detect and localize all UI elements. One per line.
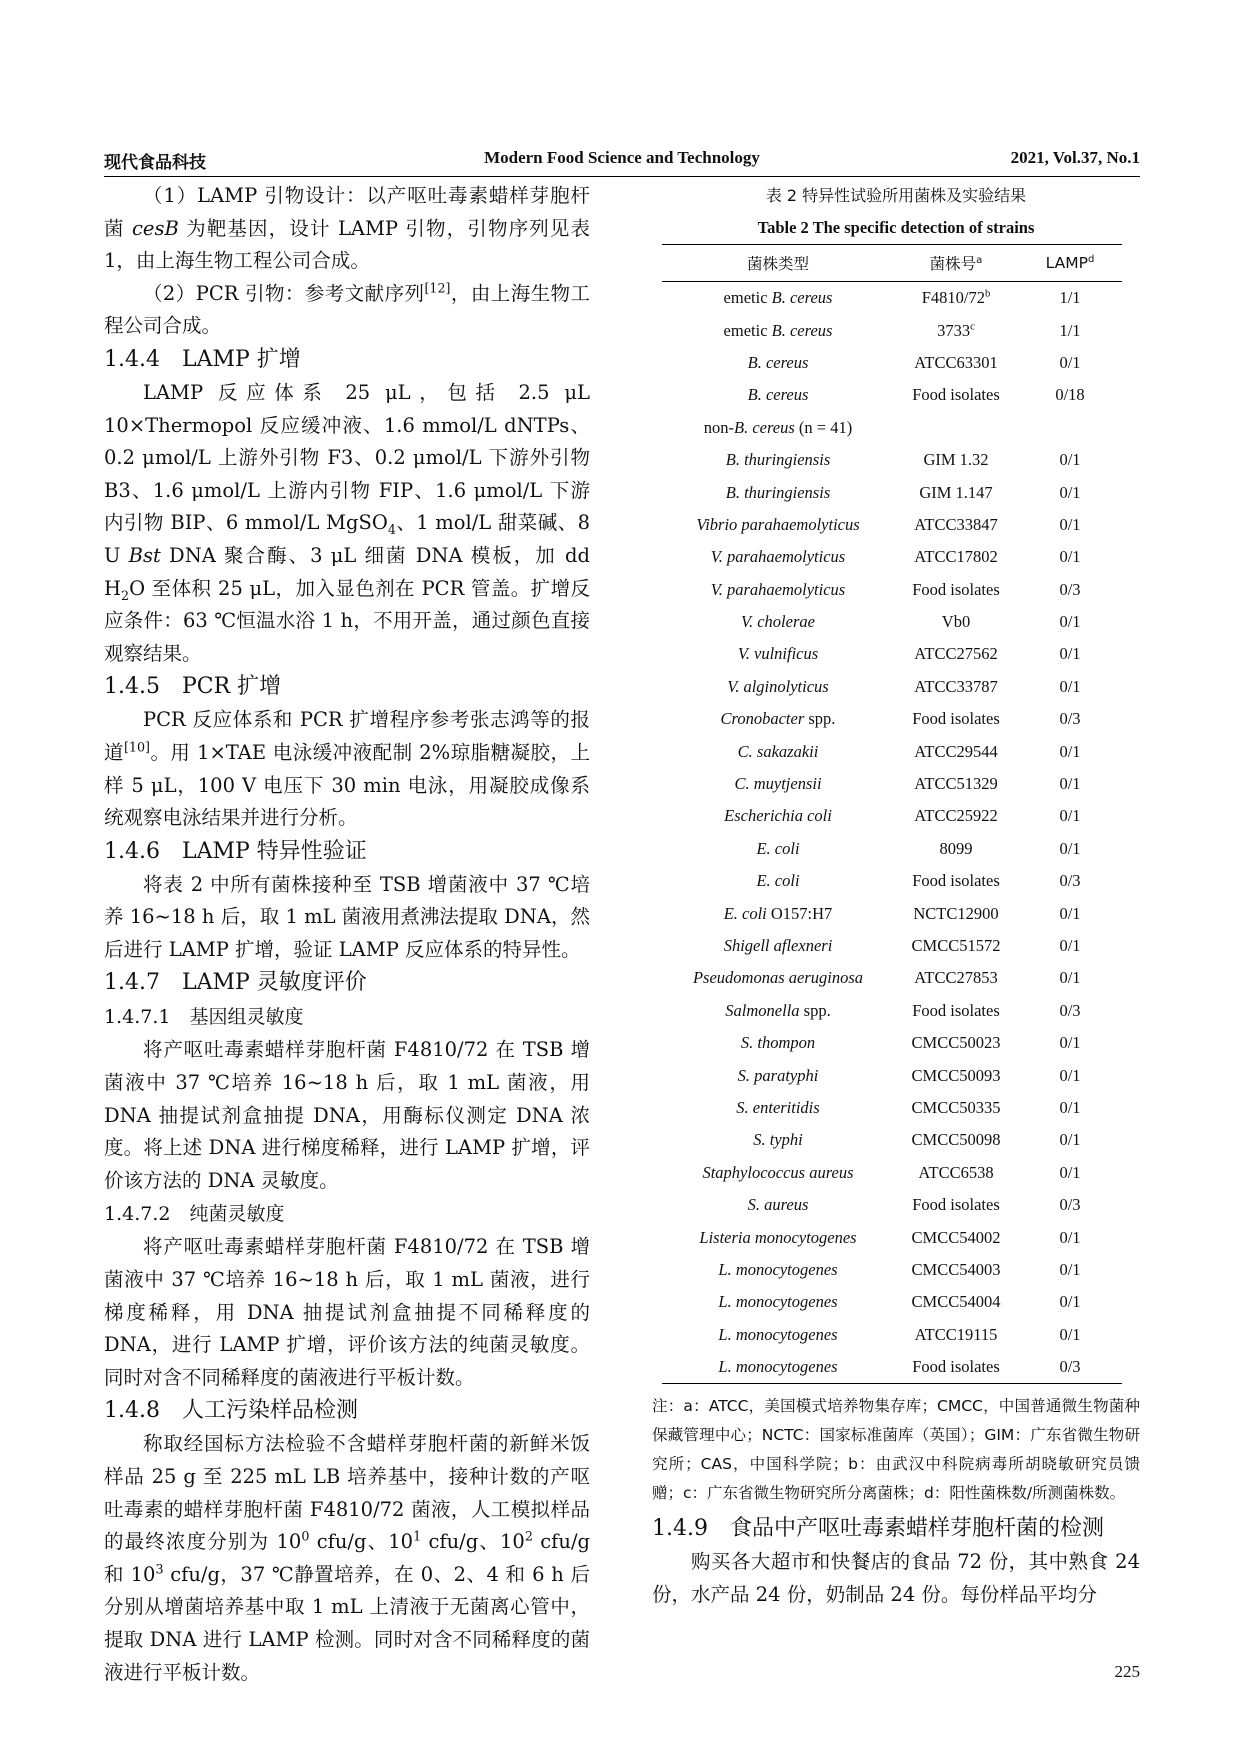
cell-lamp-result: 0/1 <box>1059 1033 1081 1053</box>
cell-strain-type: Staphylococcus aureus <box>702 1162 854 1182</box>
cell-strain-type: V. cholerae <box>741 612 815 632</box>
cell-strain-id: NCTC12900 <box>913 903 999 923</box>
cell-strain-id: CMCC50098 <box>911 1130 1001 1150</box>
cell-strain-type: emetic B. cereus <box>723 320 833 340</box>
strain-table <box>662 244 1122 1384</box>
table-row <box>662 638 1122 670</box>
cell-lamp-result: 0/1 <box>1059 1227 1081 1247</box>
cell-lamp-result: 0/3 <box>1059 871 1081 891</box>
cell-strain-type: E. coli <box>756 871 800 891</box>
cell-strain-type: S. paratyphi <box>737 1065 819 1085</box>
cell-lamp-result: 0/1 <box>1059 450 1081 470</box>
cell-strain-type: B. cereus <box>747 352 809 372</box>
table-row <box>662 897 1122 929</box>
cell-strain-id: ATCC51329 <box>914 774 998 794</box>
cell-strain-id: Food isolates <box>912 385 1000 405</box>
cell-lamp-result: 0/1 <box>1059 1259 1081 1279</box>
cell-strain-id: Vb0 <box>941 612 971 632</box>
header-rule <box>104 176 1140 177</box>
table-row <box>662 1092 1122 1124</box>
cell-strain-id: GIM 1.32 <box>923 450 989 470</box>
cell-strain-id: ATCC17802 <box>914 547 998 567</box>
right-column <box>652 180 1140 1611</box>
table-row <box>662 995 1122 1027</box>
table-row <box>662 800 1122 832</box>
cell-lamp-result: 0/1 <box>1059 514 1081 534</box>
table-row <box>662 735 1122 767</box>
cell-strain-type: B. cereus <box>747 385 809 405</box>
cell-lamp-result: 0/18 <box>1055 385 1085 405</box>
table-row <box>662 768 1122 800</box>
paragraph-food-detection: 购买各大超市和快餐店的食品 72 份，其中熟食 24 份，水产品 24 份，奶制品 24 份。每份样品平均分 <box>652 1550 1140 1606</box>
cell-lamp-result: 0/1 <box>1059 774 1081 794</box>
cell-strain-id: ATCC25922 <box>914 806 998 826</box>
table-row <box>662 865 1122 897</box>
cell-strain-id <box>894 412 1018 444</box>
heading-1-4-6: 1.4.6 LAMP 特异性验证 <box>104 838 367 864</box>
table-row <box>662 930 1122 962</box>
page-number: 225 <box>1114 1662 1140 1681</box>
cell-lamp-result <box>1018 412 1122 444</box>
cell-strain-id: ATCC19115 <box>914 1324 998 1344</box>
header-strain-id: 菌株号$^a$ <box>894 245 1018 282</box>
table-row <box>662 1059 1122 1091</box>
cell-lamp-result: 0/1 <box>1059 1162 1081 1182</box>
table-row <box>662 1157 1122 1189</box>
table-row <box>662 1189 1122 1221</box>
cell-lamp-result: 1/1 <box>1059 288 1081 308</box>
table-row <box>662 606 1122 638</box>
cell-strain-id: CMCC54003 <box>911 1259 1001 1279</box>
cell-lamp-result: 0/1 <box>1059 838 1081 858</box>
paragraph-lamp-amplification: LAMP 反应体系 25 μL，包括 2.5 μL 10×Thermopol 反应缓冲液、1.6 mmol/L dNTPs、0.2 μmol/L 上游外引物 F3、0.2 μmol/L 下游外引物 B3、1.6 μmol/L 上游内引物 FIP、1.6 μmol/L 下游内引物 BIP、6 mmol/L MgSO$_4$、1 mol/L 甜菜碱、8 U Bst DNA 聚合酶、3 μL 细菌 DNA 模板，加 dd $H_2O$ 至体积 25 μL，加入显色剂在 PCR 管盖。扩增反应条件：63 ℃恒温水浴 1 h，不用开盖，通过颜色直接观察结果。 <box>104 380 590 665</box>
cell-lamp-result: 0/3 <box>1059 1195 1081 1215</box>
cell-lamp-result: 0/1 <box>1059 741 1081 761</box>
cell-strain-type: non-B. cereus (n = 41) <box>703 417 853 437</box>
cell-strain-type: C. muytjensii <box>734 774 822 794</box>
cell-lamp-result: 1/1 <box>1059 320 1081 340</box>
heading-1-4-7-1: 1.4.7.1 基因组灵敏度 <box>104 1006 304 1029</box>
cell-strain-id: Food isolates <box>912 1195 1000 1215</box>
table-row <box>662 282 1122 315</box>
table-row <box>662 379 1122 411</box>
cell-strain-type: S. enteritidis <box>736 1097 820 1117</box>
cell-strain-id: ATCC29544 <box>914 741 998 761</box>
cell-lamp-result: 0/1 <box>1059 1097 1081 1117</box>
cell-lamp-result: 0/1 <box>1059 482 1081 502</box>
cell-strain-id: F4810/72$^b$ <box>921 287 991 308</box>
cell-lamp-result: 0/1 <box>1059 806 1081 826</box>
cell-strain-id: ATCC27562 <box>914 644 998 664</box>
paragraph-pcr-primer: （2）PCR 引物：参考文献序列[12]，由上海生物工程公司合成。 <box>104 280 590 338</box>
table-row <box>662 1351 1122 1384</box>
table-row <box>662 1221 1122 1253</box>
cell-strain-type: Pseudomonas aeruginosa <box>692 968 864 988</box>
journal-name-en: Modern Food Science and Technology <box>484 148 760 167</box>
cell-lamp-result: 0/1 <box>1059 1324 1081 1344</box>
header-lamp: LAMP$^d$ <box>1018 245 1122 282</box>
cell-lamp-result: 0/1 <box>1059 903 1081 923</box>
cell-strain-id: 3733$^c$ <box>937 320 975 340</box>
paragraph-specificity: 将表 2 中所有菌株接种至 TSB 增菌液中 37 ℃培养 16~18 h 后，取 1 mL 菌液用煮沸法提取 DNA，然后进行 LAMP 扩增，验证 LAMP 反应体系的特异性。 <box>104 872 590 961</box>
cell-strain-id: CMCC54004 <box>911 1292 1001 1312</box>
cell-lamp-result: 0/1 <box>1059 1130 1081 1150</box>
cell-strain-id: Food isolates <box>894 1351 1018 1384</box>
cell-strain-type: L. monocytogenes <box>662 1351 894 1384</box>
cell-lamp-result: 0/1 <box>1059 352 1081 372</box>
table-header-row <box>662 245 1122 282</box>
table-row <box>662 833 1122 865</box>
table-row <box>662 412 1122 444</box>
paragraph-spiked-samples: 称取经国标方法检验不含蜡样芽胞杆菌的新鲜米饭样品 25 g 至 225 mL LB 培养基中，接种计数的产呕吐毒素的蜡样芽胞杆菌 F4810/72 菌液，人工模拟样品的最终浓度分别为 $10^0$ cfu/g、$10^1$ cfu/g、$10^2$ cfu/g 和 $10^3$ cfu/g，37 ℃静置培养，在 0、2、4 和 6 h 后分别从增菌培养基中取 1 mL 上清液于无菌离心管中，提取 DNA 进行 LAMP 检测。同时对含不同稀释度的菌液进行平板计数。 <box>104 1432 590 1684</box>
paragraph-lamp-primer: （1）LAMP 引物设计：以产呕吐毒素蜡样芽胞杆菌 cesB 为靶基因，设计 LAMP 引物，引物序列见表 1，由上海生物工程公司合成。 <box>104 184 591 273</box>
cell-lamp-result: 0/3 <box>1059 709 1081 729</box>
table-row <box>662 1124 1122 1156</box>
heading-1-4-9: 1.4.9 食品中产呕吐毒素蜡样芽胞杆菌的检测 <box>652 1516 1104 1542</box>
left-column <box>104 180 590 1689</box>
paragraph-genome-sensitivity: 将产呕吐毒素蜡样芽胞杆菌 F4810/72 在 TSB 增菌液中 37 ℃培养 16~18 h 后，取 1 mL 菌液，用 DNA 抽提试剂盒抽提 DNA，用酶标仪测定 DNA 浓度。将上述 DNA 进行梯度稀释，进行 LAMP 扩增，评价该方法的 DNA 灵敏度。 <box>104 1038 590 1192</box>
table-row <box>662 476 1122 508</box>
table-footnote: 注：a：ATCC，美国模式培养物集存库；CMCC，中国普通微生物菌种保藏管理中心；NCTC：国家标准菌库（英国）；GIM：广东省微生物研究所；CAS，中国科学院；b：由武汉中科院病毒所胡晓敏研究员馈赠；c：广东省微生物研究所分离菌株；d：阳性菌株数/所测菌株数。 <box>652 1397 1140 1503</box>
cell-lamp-result: 0/3 <box>1059 1000 1081 1020</box>
cell-lamp-result: 0/1 <box>1059 644 1081 664</box>
cell-strain-type: V. alginolyticus <box>727 676 829 696</box>
cell-strain-id: ATCC6538 <box>918 1162 994 1182</box>
heading-1-4-4: 1.4.4 LAMP 扩增 <box>104 346 301 372</box>
table-row <box>662 1254 1122 1286</box>
cell-strain-id: CMCC50023 <box>911 1033 1001 1053</box>
cell-strain-id: CMCC54002 <box>911 1227 1001 1247</box>
cell-strain-type: V. vulnificus <box>737 644 819 664</box>
cell-strain-type: L. monocytogenes <box>718 1324 838 1344</box>
cell-strain-id: CMCC51572 <box>911 936 1001 955</box>
running-header <box>104 148 1140 174</box>
cell-lamp-result: 0/1 <box>1059 936 1081 955</box>
cell-strain-id: Food isolates <box>912 1000 1000 1020</box>
cell-strain-type: Vibrio parahaemolyticus <box>696 514 860 534</box>
cell-strain-id: ATCC33787 <box>914 676 998 696</box>
cell-strain-type: L. monocytogenes <box>718 1259 838 1279</box>
cell-lamp-result: 0/1 <box>1059 547 1081 567</box>
header-strain-type: 菌株类型 <box>662 245 894 282</box>
table-caption-cn: 表 2 特异性试验所用菌株及实验结果 <box>765 186 1027 205</box>
cell-strain-type: L. monocytogenes <box>718 1292 838 1312</box>
table-row <box>662 1027 1122 1059</box>
cell-strain-type: E. coli <box>756 838 800 858</box>
cell-strain-type: emetic B. cereus <box>723 288 833 308</box>
cell-strain-type: S. thompon <box>740 1033 816 1053</box>
cell-strain-id: 8099 <box>939 838 973 858</box>
cell-strain-type: B. thuringiensis <box>725 482 831 502</box>
paragraph-pcr-amplification: PCR 反应体系和 PCR 扩增程序参考张志鸿等的报道[10]。用 1×TAE 电泳缓冲液配制 2%琼脂糖凝胶，上样 5 μL，100 V 电压下 30 min 电泳，用凝胶成像系统观察电泳结果并进行分析。 <box>104 708 590 830</box>
table-row <box>662 509 1122 541</box>
cell-strain-type: Cronobacter spp. <box>720 709 836 729</box>
table-row <box>662 703 1122 735</box>
cell-strain-type: V. parahaemolyticus <box>710 547 846 567</box>
cell-strain-id: ATCC63301 <box>914 352 998 372</box>
cell-strain-type: Listeria monocytogenes <box>699 1227 857 1247</box>
cell-strain-id: GIM 1.147 <box>919 482 993 502</box>
heading-1-4-5: 1.4.5 PCR 扩增 <box>104 674 282 700</box>
heading-1-4-8: 1.4.8 人工污染样品检测 <box>104 1398 358 1424</box>
cell-lamp-result: 0/1 <box>1059 1292 1081 1312</box>
cell-lamp-result: 0/3 <box>1059 579 1081 599</box>
cell-lamp-result: 0/1 <box>1059 676 1081 696</box>
table-row <box>662 347 1122 379</box>
cell-strain-id: CMCC50335 <box>911 1097 1001 1117</box>
cell-strain-id: ATCC27853 <box>914 968 998 988</box>
cell-strain-type: B. thuringiensis <box>725 450 831 470</box>
cell-strain-id: Food isolates <box>912 871 1000 891</box>
table-row <box>662 314 1122 346</box>
paragraph-pure-culture-sensitivity: 将产呕吐毒素蜡样芽胞杆菌 F4810/72 在 TSB 增菌液中 37 ℃培养 16~18 h 后，取 1 mL 菌液，进行梯度稀释，用 DNA 抽提试剂盒抽提不同稀释度的 DNA，进行 LAMP 扩增，评价该方法的纯菌灵敏度。同时对含不同稀释度的菌液进行平板计数。 <box>104 1235 590 1389</box>
table-caption-en: Table 2 The specific detection of strains <box>757 218 1035 237</box>
cell-strain-type: E. coli O157:H7 <box>723 903 833 923</box>
cell-strain-id: CMCC50093 <box>911 1065 1001 1085</box>
cell-strain-id: Food isolates <box>912 709 1000 729</box>
table-row <box>662 962 1122 994</box>
table-row <box>662 671 1122 703</box>
cell-lamp-result: 0/1 <box>1059 1065 1081 1085</box>
table-row <box>662 1319 1122 1351</box>
cell-lamp-result: 0/3 <box>1018 1351 1122 1384</box>
journal-name-cn: 现代食品科技 <box>104 153 206 173</box>
table-row <box>662 541 1122 573</box>
cell-lamp-result: 0/1 <box>1059 968 1081 988</box>
cell-lamp-result: 0/1 <box>1059 612 1081 632</box>
table-row <box>662 444 1122 476</box>
cell-strain-type: Escherichia coli <box>724 806 832 826</box>
heading-1-4-7: 1.4.7 LAMP 灵敏度评价 <box>104 970 367 996</box>
table-row <box>662 1286 1122 1318</box>
volume-issue: 2021, Vol.37, No.1 <box>1010 148 1140 167</box>
table-row <box>662 574 1122 606</box>
heading-1-4-7-2: 1.4.7.2 纯菌灵敏度 <box>104 1203 285 1226</box>
cell-strain-type: Shigell aflexneri <box>723 936 833 955</box>
cell-strain-type: V. parahaemolyticus <box>710 579 846 599</box>
cell-strain-id: Food isolates <box>912 579 1000 599</box>
cell-strain-type: Salmonella spp. <box>725 1000 831 1020</box>
cell-strain-type: C. sakazakii <box>737 741 819 761</box>
cell-strain-type: S. typhi <box>753 1130 803 1150</box>
cell-strain-type: S. aureus <box>747 1195 809 1215</box>
cell-strain-id: ATCC33847 <box>914 514 998 534</box>
